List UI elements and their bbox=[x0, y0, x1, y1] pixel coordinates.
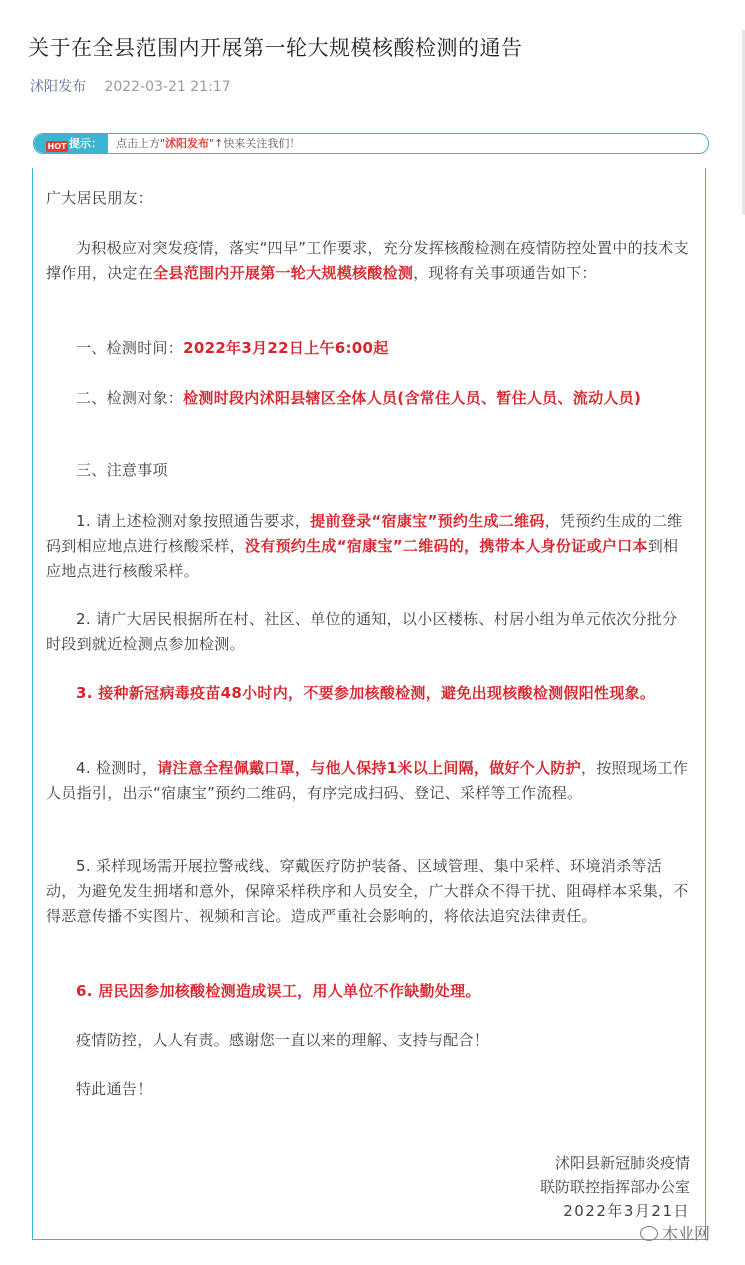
note-4: 4. 检测时，请注意全程佩戴口罩，与他人保持1米以上间隔，做好个人防护，按照现场工作人员指引，出示“宿康宝”预约二维码，有序完成扫码、登记、采样等工作流程。 bbox=[46, 759, 689, 802]
hot-badge: HOT bbox=[47, 142, 67, 151]
greeting: 广大居民朋友： bbox=[46, 189, 154, 207]
watermark: 木业网 bbox=[640, 1221, 710, 1244]
publish-date: 2022-03-21 21:17 bbox=[104, 79, 231, 95]
account-name: 沭阳发布 bbox=[165, 137, 210, 150]
closing-notice: 特此通告！ bbox=[76, 1080, 153, 1098]
note-5: 5. 采样现场需开展拉警戒线、穿戴医疗防护装备、区域管理、集中采样、环境消杀等活动，为避免发生拥堵和意外，保障采样秩序和人员安全，广大群众不得干扰、阻碍样本采集，不得恶意传播不实图片、视频和言论。造成严重社会影响的，将依法追究法律责任。 bbox=[46, 857, 689, 925]
item-notes-heading: 三、注意事项 bbox=[76, 461, 168, 479]
note-6: 6. 居民因参加核酸检测造成误工，用人单位不作缺勤处理。 bbox=[76, 982, 481, 1000]
item-detection-target: 二、检测对象：检测时段内沭阳县辖区全体人员(含常住人员、暂住人员、流动人员) bbox=[76, 389, 642, 407]
author-link[interactable]: 沭阳发布 bbox=[30, 79, 86, 95]
follow-tip-bar[interactable] bbox=[33, 133, 709, 154]
item-detection-time: 一、检测时间：2022年3月22日上午6:00起 bbox=[76, 339, 389, 357]
article-meta bbox=[30, 76, 231, 96]
note-3: 3. 接种新冠病毒疫苗48小时内，不要参加核酸检测，避免出现核酸检测假阳性现象。 bbox=[76, 684, 656, 702]
note-2: 2. 请广大居民根据所在村、社区、单位的通知，以小区楼栋、村居小组为单元依次分批分时段到就近检测点参加检测。 bbox=[46, 610, 678, 653]
intro-paragraph: 为积极应对突发疫情，落实“四早”工作要求，充分发挥核酸检测在疫情防控处置中的技术支撑作用，决定在全县范围内开展第一轮大规模核酸检测，现将有关事项通告如下： bbox=[46, 239, 689, 282]
signature-org-line1: 沭阳县新冠肺炎疫情 bbox=[554, 1154, 690, 1172]
signature-org-line2: 联防联控指挥部办公室 bbox=[539, 1178, 690, 1196]
wechat-icon bbox=[640, 1226, 658, 1241]
signature-date: 2022年3月21日 bbox=[563, 1202, 690, 1220]
article-title: 关于在全县范围内开展第一轮大规模核酸检测的通告 bbox=[28, 36, 523, 60]
tip-text: 点击上方"沭阳发布"↑快来关注我们！ bbox=[116, 137, 301, 150]
tip-label: 提示： bbox=[34, 134, 108, 153]
note-1: 1. 请上述检测对象按照通告要求，提前登录“宿康宝”预约生成二维码，凭预约生成的二维码到相应地点进行核酸采样，没有预约生成“宿康宝”二维码的，携带本人身份证或户口本到相应地点进行核酸采样。 bbox=[46, 512, 683, 580]
closing-thanks: 疫情防控，人人有责。感谢您一直以来的理解、支持与配合！ bbox=[76, 1031, 490, 1049]
